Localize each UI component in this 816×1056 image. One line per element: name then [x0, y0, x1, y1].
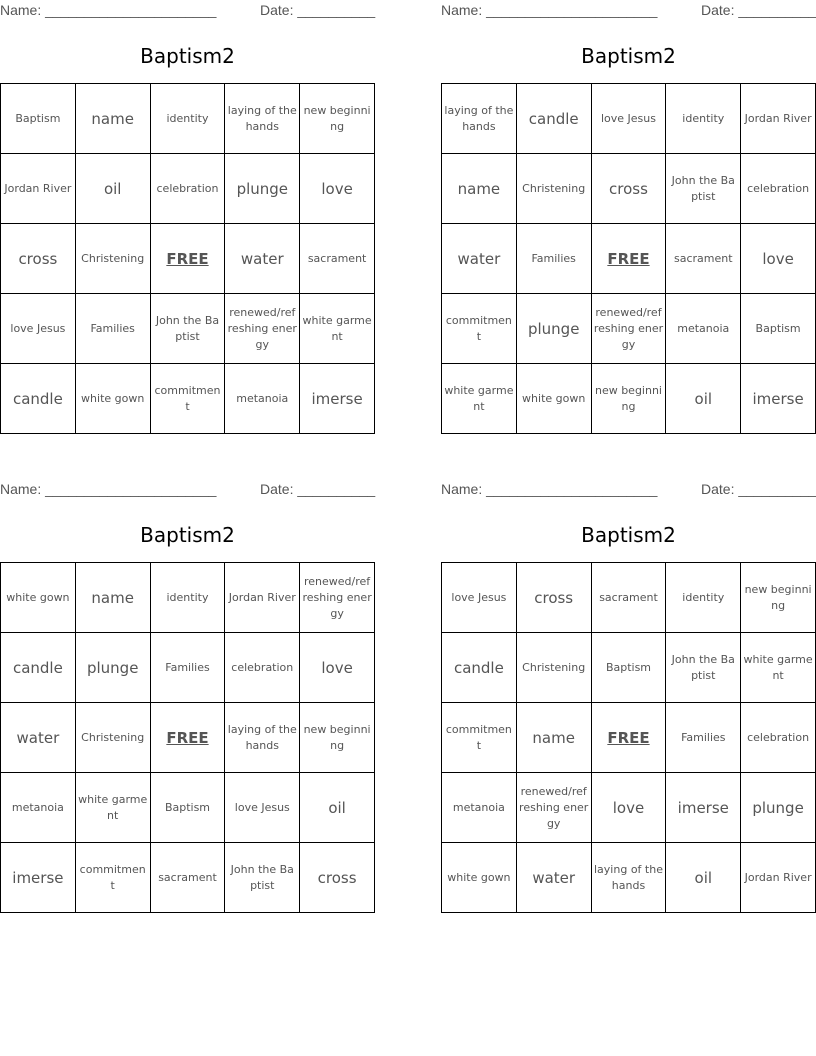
- date-field-label: Date: __________: [260, 2, 376, 18]
- bingo-cell-text: name: [91, 588, 134, 607]
- bingo-cell: [1, 773, 76, 843]
- bingo-cell: [225, 703, 300, 773]
- bingo-cell-text: water: [532, 868, 576, 887]
- bingo-grid: [0, 83, 375, 434]
- bingo-cell: [151, 154, 226, 224]
- bingo-cell: [442, 84, 517, 154]
- bingo-cell: [592, 563, 667, 633]
- date-field-label: Date: __________: [260, 481, 376, 497]
- bingo-cell-text: Baptism: [164, 800, 211, 814]
- bingo-cell: [741, 294, 816, 364]
- bingo-cell: [517, 843, 592, 913]
- bingo-cell-text: Families: [681, 730, 726, 744]
- bingo-cell: [592, 84, 667, 154]
- bingo-cell: [741, 563, 816, 633]
- bingo-cell-text: FREE: [166, 728, 209, 747]
- bingo-cell: [76, 633, 151, 703]
- bingo-cell: [1, 703, 76, 773]
- bingo-cell-text: name: [457, 179, 501, 198]
- bingo-cell-text: love Jesus: [10, 321, 66, 335]
- bingo-cell: [300, 154, 375, 224]
- bingo-cell: [666, 843, 741, 913]
- bingo-cell-text: commitment: [154, 383, 221, 413]
- bingo-cell-text: commitment: [445, 722, 512, 752]
- bingo-cell: [442, 294, 517, 364]
- bingo-cell-text: commitment: [79, 862, 146, 892]
- card-title: Baptism2: [581, 523, 676, 547]
- bingo-cell: [592, 633, 667, 703]
- bingo-cell-text: cross: [317, 868, 357, 887]
- free-space: [151, 224, 226, 294]
- bingo-cell: [300, 563, 375, 633]
- bingo-cell-text: new beginning: [303, 103, 371, 133]
- bingo-cell: [741, 224, 816, 294]
- bingo-cell-text: Baptism: [755, 321, 801, 335]
- bingo-cell: [741, 633, 816, 703]
- bingo-cell: [592, 364, 667, 434]
- bingo-cell: [592, 154, 667, 224]
- bingo-cell: [300, 703, 375, 773]
- bingo-cell-text: laying of the hands: [444, 103, 514, 133]
- bingo-cell: [225, 773, 300, 843]
- bingo-cell-text: love: [321, 658, 353, 677]
- bingo-cell-text: John the Baptist: [155, 313, 220, 343]
- bingo-cell: [76, 84, 151, 154]
- bingo-cell-text: love Jesus: [234, 800, 290, 814]
- bingo-cell-text: new beginning: [744, 582, 812, 612]
- bingo-cell: [225, 84, 300, 154]
- bingo-cell-text: oil: [328, 798, 346, 817]
- bingo-cell-text: identity: [166, 590, 209, 604]
- bingo-cell-text: laying of the hands: [594, 862, 663, 892]
- date-field-label: Date: __________: [701, 481, 816, 497]
- bingo-cell: [442, 364, 517, 434]
- bingo-cell-text: FREE: [607, 728, 650, 747]
- bingo-cell: [517, 703, 592, 773]
- bingo-cell: [442, 703, 517, 773]
- bingo-cell-text: love Jesus: [600, 111, 656, 125]
- bingo-cell: [1, 84, 76, 154]
- bingo-cell-text: love: [762, 249, 794, 268]
- bingo-cell-text: renewed/refreshing energy: [227, 305, 297, 351]
- bingo-cell: [225, 563, 300, 633]
- bingo-cell-text: oil: [694, 389, 713, 408]
- bingo-cell: [300, 294, 375, 364]
- bingo-cell-text: white garment: [302, 313, 372, 343]
- bingo-cell: [1, 364, 76, 434]
- bingo-cell: [76, 563, 151, 633]
- bingo-cell-text: Christening: [81, 730, 145, 744]
- bingo-cell: [442, 224, 517, 294]
- bingo-cell: [300, 843, 375, 913]
- bingo-cell: [517, 633, 592, 703]
- date-field-label: Date: __________: [701, 2, 816, 18]
- bingo-cell-text: renewed/refreshing energy: [519, 784, 589, 830]
- bingo-cell: [1, 843, 76, 913]
- bingo-cell-text: candle: [12, 658, 63, 677]
- bingo-cell-text: sacrament: [158, 870, 217, 884]
- bingo-cell-text: water: [16, 728, 60, 747]
- bingo-cell-text: water: [240, 249, 284, 268]
- name-field-label: Name: ______________________: [441, 2, 658, 18]
- bingo-cell: [76, 224, 151, 294]
- bingo-cell: [741, 364, 816, 434]
- bingo-cell-text: love: [612, 798, 645, 817]
- bingo-cell-text: laying of the hands: [227, 722, 297, 752]
- bingo-cell-text: imerse: [12, 868, 64, 887]
- bingo-cell-text: Christening: [81, 251, 145, 265]
- bingo-cell-text: name: [91, 109, 134, 128]
- bingo-cell-text: cross: [18, 249, 58, 268]
- bingo-cell-text: identity: [166, 111, 209, 125]
- bingo-cell-text: oil: [103, 179, 122, 198]
- bingo-cell-text: renewed/refreshing energy: [302, 574, 372, 620]
- bingo-cell-text: FREE: [607, 249, 650, 268]
- bingo-cell: [225, 364, 300, 434]
- bingo-cell-text: celebration: [231, 660, 294, 674]
- free-space: [592, 224, 667, 294]
- name-field-label: Name: ______________________: [441, 481, 658, 497]
- bingo-cell-text: commitment: [445, 313, 512, 343]
- bingo-cell: [76, 154, 151, 224]
- bingo-cell: [666, 633, 741, 703]
- bingo-cell: [76, 703, 151, 773]
- bingo-cell: [592, 773, 667, 843]
- bingo-cell-text: sacrament: [307, 251, 367, 265]
- bingo-cell: [442, 633, 517, 703]
- bingo-cell-text: John the Baptist: [671, 652, 735, 682]
- bingo-cell-text: candle: [12, 389, 63, 408]
- bingo-cell-text: white garment: [743, 652, 813, 682]
- bingo-cell: [666, 224, 741, 294]
- bingo-cell-text: celebration: [156, 181, 219, 195]
- free-space: [151, 703, 226, 773]
- bingo-cell-text: oil: [694, 868, 713, 887]
- bingo-cell-text: love: [321, 179, 353, 198]
- bingo-cell-text: sacrament: [599, 590, 658, 604]
- bingo-cell: [76, 294, 151, 364]
- bingo-cell: [151, 84, 226, 154]
- bingo-cell: [76, 773, 151, 843]
- bingo-cell: [666, 364, 741, 434]
- bingo-cell: [741, 154, 816, 224]
- bingo-cell: [517, 294, 592, 364]
- bingo-cell: [517, 84, 592, 154]
- card-title: Baptism2: [140, 523, 235, 547]
- bingo-cell: [442, 154, 517, 224]
- bingo-cell: [517, 224, 592, 294]
- bingo-cell: [1, 563, 76, 633]
- bingo-cell-text: Baptism: [15, 111, 61, 125]
- bingo-cell-text: candle: [528, 109, 579, 128]
- bingo-cell: [151, 563, 226, 633]
- bingo-cell-text: plunge: [86, 658, 139, 677]
- name-field-label: Name: ______________________: [0, 481, 217, 497]
- bingo-cell: [517, 563, 592, 633]
- bingo-cell-text: identity: [682, 111, 725, 125]
- bingo-cell-text: metanoia: [452, 800, 505, 814]
- bingo-cell: [517, 154, 592, 224]
- bingo-cell-text: new beginning: [594, 383, 662, 413]
- bingo-grid: [0, 562, 375, 913]
- bingo-cell-text: FREE: [166, 249, 209, 268]
- bingo-cell: [741, 84, 816, 154]
- bingo-cell-text: Jordan River: [744, 111, 812, 125]
- bingo-cell-text: white gown: [447, 870, 511, 884]
- bingo-cell: [1, 224, 76, 294]
- bingo-cell: [741, 843, 816, 913]
- bingo-cell-text: sacrament: [674, 251, 733, 265]
- bingo-cell: [151, 364, 226, 434]
- bingo-grid: [441, 562, 816, 913]
- bingo-cell-text: Christening: [522, 181, 586, 195]
- bingo-cell-text: Jordan River: [228, 590, 296, 604]
- bingo-cell: [666, 294, 741, 364]
- bingo-cell-text: Jordan River: [4, 181, 72, 195]
- bingo-cell: [666, 703, 741, 773]
- bingo-cell-text: candle: [453, 658, 504, 677]
- bingo-cell: [300, 224, 375, 294]
- bingo-cell: [151, 294, 226, 364]
- bingo-cell: [442, 843, 517, 913]
- bingo-cell: [225, 294, 300, 364]
- bingo-cell-text: Christening: [522, 660, 586, 674]
- bingo-cell-text: Families: [90, 321, 135, 335]
- bingo-cell: [151, 633, 226, 703]
- card-title: Baptism2: [581, 44, 676, 68]
- bingo-cell-text: renewed/refreshing energy: [593, 305, 664, 351]
- bingo-cell: [300, 364, 375, 434]
- bingo-cell: [1, 633, 76, 703]
- bingo-cell-text: white gown: [81, 391, 145, 405]
- bingo-cell: [666, 773, 741, 843]
- bingo-cell-text: metanoia: [236, 391, 289, 405]
- bingo-cell-text: plunge: [527, 319, 580, 338]
- bingo-cell-text: imerse: [677, 798, 729, 817]
- bingo-cell: [300, 84, 375, 154]
- bingo-cell: [76, 364, 151, 434]
- bingo-cell: [1, 294, 76, 364]
- name-field-label: Name: ______________________: [0, 2, 217, 18]
- bingo-cell-text: Families: [531, 251, 576, 265]
- bingo-cell-text: new beginning: [303, 722, 371, 752]
- bingo-cell-text: metanoia: [677, 321, 730, 335]
- bingo-cell: [666, 563, 741, 633]
- bingo-cell: [225, 633, 300, 703]
- bingo-cell-text: plunge: [236, 179, 289, 198]
- bingo-cell-text: white gown: [6, 590, 70, 604]
- bingo-cell-text: John the Baptist: [230, 862, 294, 892]
- bingo-cell: [592, 294, 667, 364]
- bingo-cell: [151, 773, 226, 843]
- bingo-cell: [76, 843, 151, 913]
- bingo-cell-text: celebration: [747, 730, 810, 744]
- bingo-cell: [517, 364, 592, 434]
- bingo-cell-text: laying of the hands: [227, 103, 297, 133]
- bingo-cell: [741, 703, 816, 773]
- bingo-cell-text: identity: [682, 590, 725, 604]
- bingo-cell-text: Families: [165, 660, 210, 674]
- bingo-cell: [442, 773, 517, 843]
- bingo-cell: [666, 154, 741, 224]
- bingo-cell-text: John the Baptist: [671, 173, 735, 203]
- free-space: [592, 703, 667, 773]
- bingo-cell-text: love Jesus: [451, 590, 507, 604]
- bingo-cell: [517, 773, 592, 843]
- bingo-cell: [225, 154, 300, 224]
- bingo-cell-text: name: [532, 728, 575, 747]
- bingo-cell-text: imerse: [752, 389, 804, 408]
- bingo-cell-text: plunge: [752, 798, 804, 817]
- bingo-cell: [741, 773, 816, 843]
- bingo-cell: [300, 633, 375, 703]
- bingo-cell-text: water: [457, 249, 501, 268]
- bingo-grid: [441, 83, 816, 434]
- bingo-cell: [442, 563, 517, 633]
- bingo-cell: [151, 843, 226, 913]
- card-title: Baptism2: [140, 44, 235, 68]
- bingo-cell-text: Jordan River: [744, 870, 812, 884]
- bingo-cell-text: white gown: [522, 391, 586, 405]
- bingo-cell-text: cross: [609, 179, 648, 198]
- bingo-cell-text: white garment: [78, 792, 148, 822]
- bingo-cell: [225, 224, 300, 294]
- bingo-cell-text: metanoia: [11, 800, 64, 814]
- bingo-cell-text: white garment: [444, 383, 514, 413]
- bingo-cell-text: cross: [534, 588, 574, 607]
- bingo-cell-text: imerse: [311, 389, 363, 408]
- bingo-cell: [666, 84, 741, 154]
- bingo-cell: [300, 773, 375, 843]
- bingo-cell-text: celebration: [747, 181, 810, 195]
- bingo-cell: [225, 843, 300, 913]
- bingo-cell: [1, 154, 76, 224]
- bingo-cell: [592, 843, 667, 913]
- bingo-cell-text: Baptism: [605, 660, 652, 674]
